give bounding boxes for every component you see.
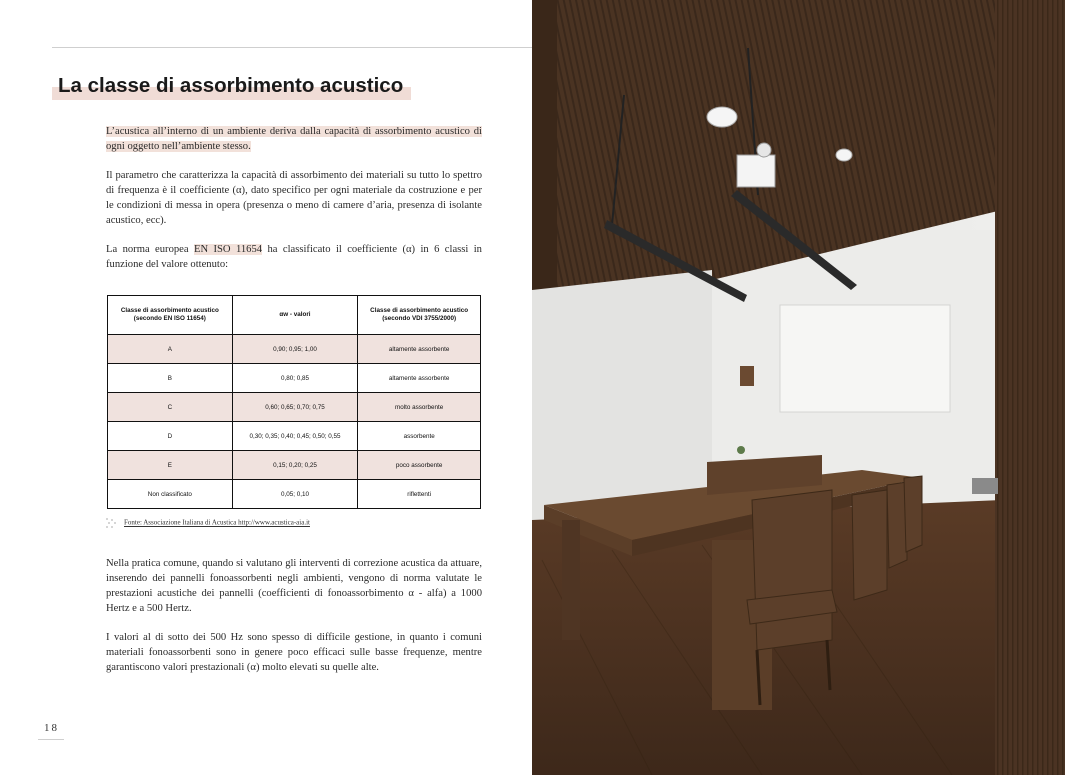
cell-class: Non classificato <box>108 480 233 509</box>
cell-values: 0,30; 0,35; 0,40; 0,45; 0,50; 0,55 <box>232 422 358 451</box>
absorption-class-table <box>107 295 481 509</box>
title-highlight <box>52 73 411 100</box>
cell-vdi: assorbente <box>358 422 481 451</box>
cell-class: D <box>108 422 233 451</box>
table-header-row <box>108 296 481 335</box>
cell-values: 0,90; 0,95; 1,00 <box>232 335 358 364</box>
norm-text-before: La norma europea <box>106 244 194 255</box>
meeting-room-illustration <box>532 0 1065 775</box>
left-page <box>0 0 532 775</box>
cell-class: B <box>108 364 233 393</box>
table-row <box>108 422 481 451</box>
meeting-room-photo <box>532 0 1065 775</box>
norm-text-after: ha classificato il coefficiente (α) in 6 classi in funzione del valore ottenuto: <box>106 244 482 270</box>
table-row <box>108 335 481 364</box>
page-title: La classe di assorbimento acustico <box>58 74 404 97</box>
dots-icon <box>106 518 118 528</box>
top-divider <box>52 47 532 48</box>
table-row <box>108 364 481 393</box>
coefficient-paragraph: Il parametro che caratterizza la capacità di assorbimento dei materiali su tutto lo spettro di frequenza è il coefficiente (α), dato specifico per ogni materiale da costruzione e per le condizioni di messa in opera (presenza o meno di camere d’aria, presenza di isolante acustico, ecc). <box>106 170 482 226</box>
table-source <box>106 518 310 528</box>
intro-paragraph <box>106 124 482 154</box>
norm-paragraph <box>106 242 482 272</box>
intro-text: L’acustica all’interno di un ambiente deriva dalla capacità di assorbimento acustico di ogni oggetto nell’ambiente stesso. <box>106 126 482 152</box>
table-row <box>108 480 481 509</box>
table-row <box>108 451 481 480</box>
header-vdi-class: Classe di assorbimento acustico (secondo VDI 3755/2000) <box>358 296 481 335</box>
cell-values: 0,60; 0,65; 0,70; 0,75 <box>232 393 358 422</box>
cell-vdi: riflettenti <box>358 480 481 509</box>
cell-values: 0,05; 0,10 <box>232 480 358 509</box>
cell-class: E <box>108 451 233 480</box>
page-number-rule <box>38 739 64 740</box>
cell-vdi: altamente assorbente <box>358 364 481 393</box>
cell-vdi: molto assorbente <box>358 393 481 422</box>
cell-values: 0,80; 0,85 <box>232 364 358 393</box>
page-number: 18 <box>44 722 59 734</box>
cell-class: A <box>108 335 233 364</box>
table-row <box>108 393 481 422</box>
cell-values: 0,15; 0,20; 0,25 <box>232 451 358 480</box>
cell-vdi: altamente assorbente <box>358 335 481 364</box>
norm-link[interactable]: EN ISO 11654 <box>193 244 263 255</box>
frequency-paragraph: I valori al di sotto dei 500 Hz sono spesso di difficile gestione, in quanto i comuni materiali fonoassorbenti sono in genere poco efficaci sulle basse frequenze, mentre garantiscono valori prestazionali (α) molto elevati su quelle alte. <box>106 632 482 673</box>
cell-vdi: poco assorbente <box>358 451 481 480</box>
cell-class: C <box>108 393 233 422</box>
header-alpha-values: αw - valori <box>232 296 358 335</box>
header-iso-class: Classe di assorbimento acustico (secondo EN ISO 11654) <box>108 296 233 335</box>
practice-paragraph: Nella pratica comune, quando si valutano gli interventi di correzione acustica da attuare, inserendo dei pannelli fonoassorbenti negli ambienti, vengono di norma valutate le prestazioni acustiche dei pannelli (coefficienti di fonoassorbimento α - alfa) a 1000 Hertz e a 500 Hertz. <box>106 558 482 614</box>
source-link[interactable]: Fonte: Associazione Italiana di Acustica http://www.acustica-aia.it <box>124 518 310 527</box>
